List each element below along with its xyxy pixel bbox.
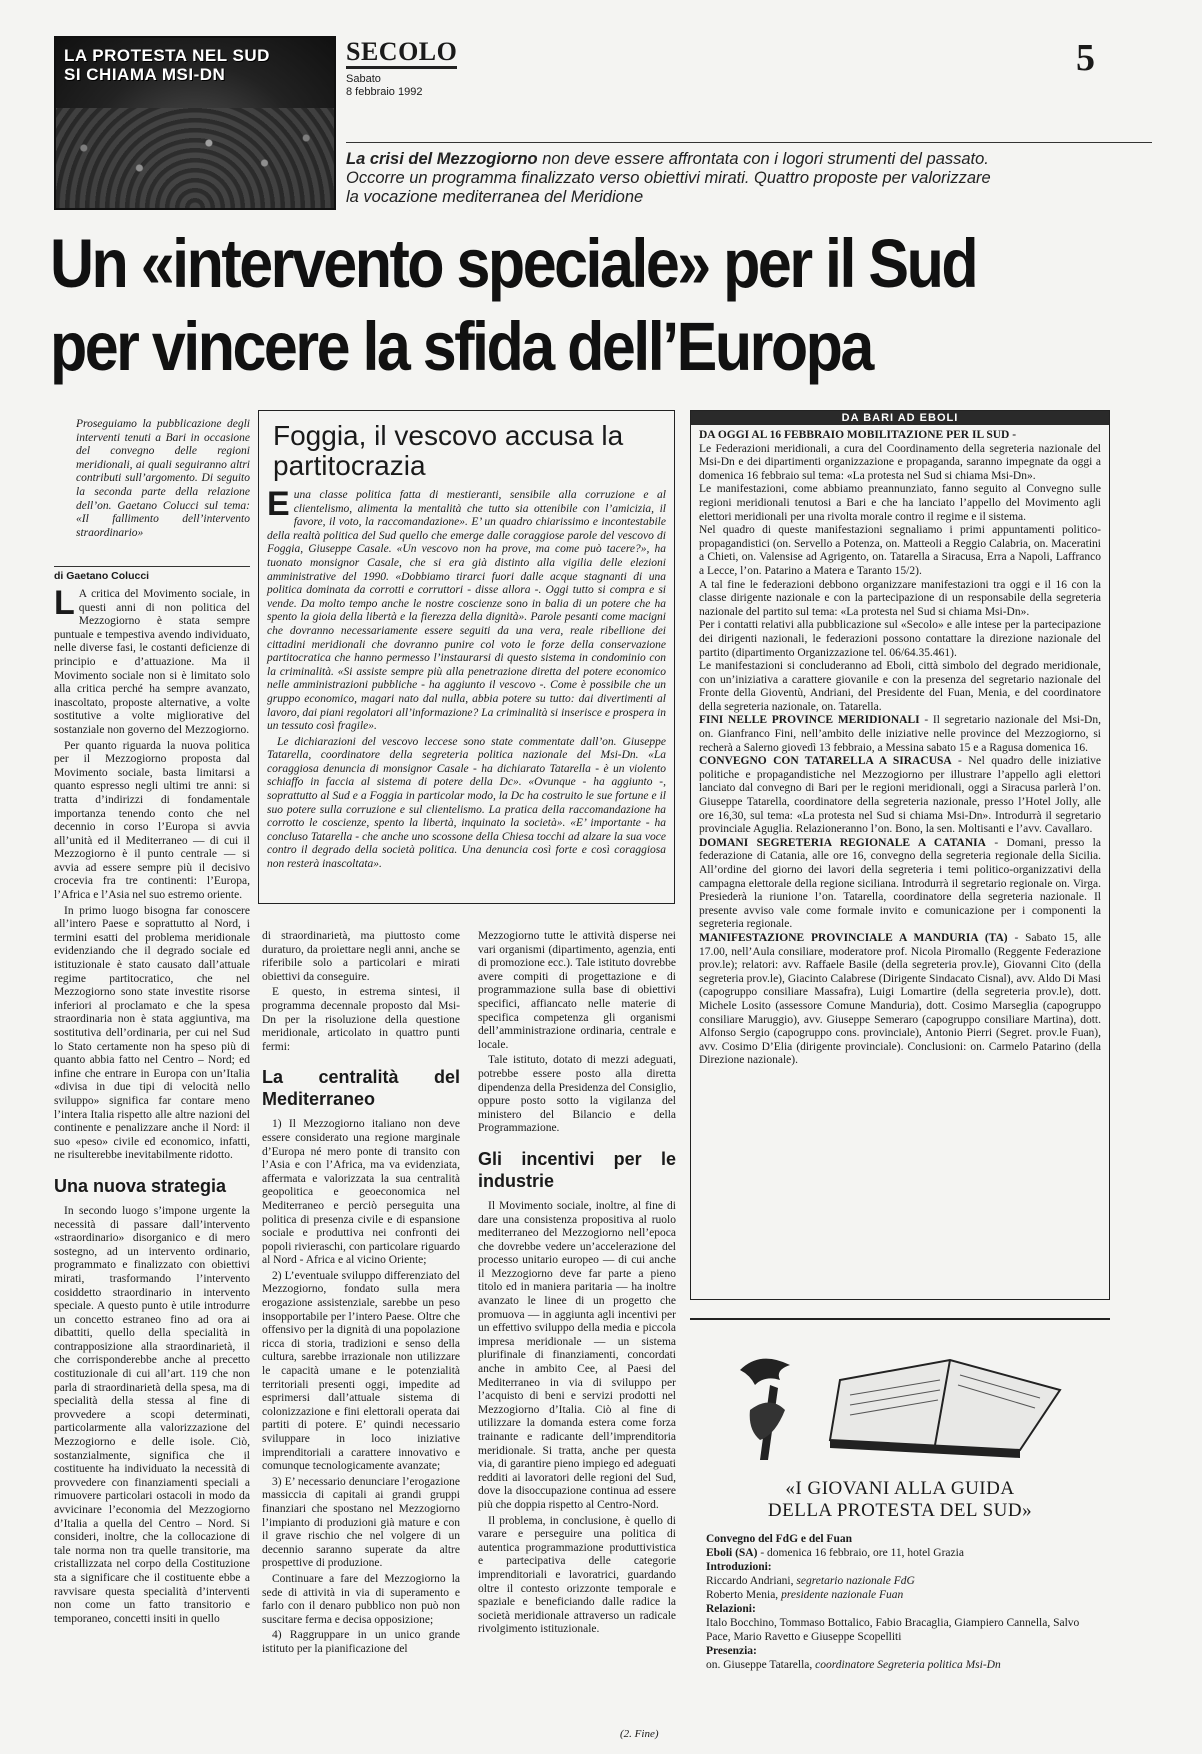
ad-relazioni-label: Relazioni: — [706, 1603, 756, 1615]
photo-caption-line1: LA PROTESTA NEL SUD — [64, 46, 270, 65]
issue-date: 8 febbraio 1992 — [346, 86, 423, 98]
foggia-paragraph: Le dichiarazioni del vescovo leccese sono state commentate dall’on. Giuseppe Tatarella, coordinatore della segreteria politica nazionale del Msi-Dn. «La coraggiosa denuncia di monsignor Casale - ha dichiarato Tatarella - è un violento schiaffo in faccia al sistema di potere della Dc». «Ovunque - ha aggiunto -, soprattutto al Sud e a Foggia in particolar modo, la Dc ha costruito le sue fortune e il suo potere sulla corruzione e sul clientelismo. La pratica della raccomandazione ha corrotto le coscienze, spento la libertà, inquinato la società». «E’ importante - ha concluso Tatarella - che anche uno scossone della Chiesa tocchi ad alzare la sua voce contro il degrado della società politica. Una denuncia così forte e così coraggiosa non resterà inascoltata». — [267, 735, 666, 871]
lead-text: non deve essere affrontata con i logori strumenti del passato. Occorre un programma finalizzato verso obiettivi mirati. Quattro proposte per valorizzare la vocazione mediterranea del Meridione — [346, 150, 991, 206]
foggia-sidebar-box — [258, 410, 675, 904]
notice-heading: CONVEGNO CON TATARELLA A SIRACUSA — [699, 755, 952, 768]
notice-heading: MANIFESTAZIONE PROVINCIALE A MANDURIA (TA) — [699, 931, 1008, 944]
ad-speaker-role: presidente nazionale Fuan — [781, 1589, 904, 1601]
col4-paragraph: Mezzogiorno tutte le attività disperse nei vari organismi (dipartimento, agenzia, enti di promozione ecc.). Tale istituto dovrebbe avere compiti di progettazione e di programmazione sulla base di obiettivi specifici, affiancato nelle materie di specifica competenza gli organismi dell’amministrazione ordinaria, centrale e locale. — [478, 930, 676, 1051]
col3-paragraph: 3) E’ necessario denunciare l’erogazione massiccia di capitali ai grandi gruppi finanziari che spostano nel Mezzogiorno l’impianto di produzioni già mature e con il grave rischio che nel volgere di un decennio saranno superate da altre prospettive di produzione. — [262, 1475, 460, 1570]
col4-paragraph: Tale istituto, dotato di mezzi adeguati, potrebbe essere posto alla diretta dipendenza della Presidenza del Consiglio, oppure posto sotto la vigilanza del ministero del Bilancio e della Programmazione. — [478, 1054, 676, 1135]
subhead-centralita: La centralità del Mediterraneo — [262, 1067, 460, 1110]
article-intro: Proseguiamo la pubblicazione degli interventi tenuti a Bari in occasione del convegno delle regioni meridionali, ai quali seguiranno altri contributi sull’argomento. Di seguito la seconda parte della relazione dell’on. Gaetano Colucci sul tema: «Il fallimento dell’intervento straordinario» — [76, 418, 250, 539]
col4-paragraph: Il Movimento sociale, inoltre, al fine di dare una consistenza propositiva al ruolo mediterraneo del Mezzogiorno nell’epoca che dovrebbe vedere un’accelerazione del processo unitario europeo — di cui anche il Mezzogiorno deve far parte a pieno titolo ed in maniera paritaria — ha inoltre avanzato le linee di un progetto che promuova — in aggiunta agli incentivi per un effettivo sviluppo della media e piccola impresa meridionale — un sistema plurifinale di finanziamenti, concordati anche in ambito Cee, al Paesi del Mediterraneo in via di sviluppo per l’acquisto di beni e servizi prodotti nel Mezzogiorno d’Italia. Ciò al fine di utilizzare la domanda estera come forza trainante e radicante dell’imprenditoria meridionale. Si tratta, anche per questa via, di garantire pieno impiego ed adeguati redditi ai lavoratori delle regioni del Sud, dove la disoccupazione continua ad essere più che doppia rispetto al Centro-Nord. — [478, 1199, 676, 1511]
notice-text: A tal fine le federazioni debbono organizzare manifestazioni tra oggi e il 16 con la classe dirigente nazionale e con la partecipazione di un responsabile della segreteria nazionale del partito sul tema: «La protesta nel Sud si chiama Msi-Dn». — [699, 578, 1101, 618]
notice-text: - Domani, presso la federazione di Catania, alle ore 16, convegno della segreteria regionale della Sicilia. All’ordine del giorno dei lavori della segreteria i temi politico-organizzativi della campagna elettorale della regione siciliana. Introdurrà il segretario regionale on. Virga. Presiederà la riunione l’on. Tatarella, coordinatore della segreteria nazionale. Il presente avviso vale come formale invito e comunicazione per i componenti la segreteria regionale. — [699, 836, 1101, 931]
ad-place: Eboli (SA) — [706, 1547, 758, 1559]
torch-and-book-illustration — [720, 1340, 1080, 1470]
ad-presenzia-label: Presenzia: — [706, 1645, 757, 1657]
ad-speaker: Riccardo Andriani, — [706, 1575, 797, 1587]
notice-heading: DA OGGI AL 16 FEBBRAIO MOBILITAZIONE PER IL SUD - — [699, 429, 1017, 441]
headline-line2: per vincere la sfida dell’Europa — [50, 308, 872, 385]
col4-paragraph: Il problema, in conclusione, è quello di varare e perseguire una politica di autentica programmazione produttivistica e partecipativa delle categorie imprenditoriali e lavoratrici, guardando oltre il contesto orizzonte temporale e spaziale e beneficiando dalle radice la società meridionale attraverso un radicale rivolgimento istituzionale. — [478, 1514, 676, 1636]
ad-when: - domenica 16 febbraio, ore 11, hotel Grazia — [757, 1547, 964, 1559]
col3-paragraph: di straordinarietà, ma piuttosto come duraturo, da proiettare negli anni, anche se riferibile solo a particolari e mirati obiettivi da conseguire. — [262, 930, 460, 983]
col1-paragraph: In secondo luogo s’impone urgente la necessità di passare dall’intervento «straordinario» disorganico e di mero sostegno, ad un intervento ordinario, programmato e finalizzato con obiettivi mirati, trasformando l’intervento cosiddetto straordinario in intervento speciale. A questo punto è utile introdurre un concetto estraneo fino ad ora ai dibattiti, quello della specialità in contrapposizione alla straordinarietà, il che corrisponderebbe anche al precetto costituzionale di cui all’art. 119 che non parla di straordinarietà della spesa, ma di specialità della stessa al fine di provvedere a scopi determinati, particolarmente alla valorizzazione del Mezzogiorno e delle isole. Ciò, sostanzialmente, significa che il costituente ha individuato la necessità di provvedere con finanziamenti speciali a rimuovere particolari ostacoli in modo da avvicinare l’economia del Mezzogiorno d’Italia a quella del Centro – Nord. Si consideri, inoltre, che la collocazione di tale norma non tra quelle transitorie, ma cristallizzata nel corpo della Costituzione sta a significare che il costituente ebbe a ravvisare questa specialità d’interventi non come un fatto transitorio e temporaneo, concetti insiti in quello — [54, 1204, 250, 1625]
notice-text: Le Federazioni meridionali, a cura del Coordinamento della segreteria nazionale del Msi-Dn e dei dipartimenti organizzazione e propaganda, saranno impegnate da oggi a domenica 16 febbraio sul tema: «La protesta nel Sud si chiama Msi-Dn». — [699, 442, 1101, 482]
rally-photo — [54, 36, 336, 210]
ad-speaker-role: segretario nazionale FdG — [796, 1575, 915, 1587]
col1-paragraph: In primo luogo bisogna far conoscere all’intero Paese e soprattutto al Nord, i termini esatti del problema meridionale evidenziando che il degrado sociale ed istituzionale è stato causato dall’attuale regime partitocratico, che nel Mezzogiorno sono state investite risorse inferiori al proclamato e che la spesa straordinaria non è stata aggiuntiva, ma sostitutiva dell’ordinaria, per cui nel Sud lo Stato certamente non ha speso più di quanto abbia fatto nel Centro – Nord; ed infine che entrare in Europa con un’Italia «divisa in due tipi di velocità nello sviluppo» significa far contare meno l’intera Italia rispetto alle altre nazioni del continente e penalizzare anche il Nord: il suo «peso» civile ed economico, infatti, ne risulterebbe inevitabilmente ridotto. — [54, 904, 250, 1162]
photo-caption-line2: SI CHIAMA MSI-DN — [64, 65, 226, 84]
notice-heading: FINI NELLE PROVINCE MERIDIONALI — [699, 714, 920, 727]
ad-details — [706, 1532, 1106, 1672]
lead-emphasis: La crisi del Mezzogiorno — [346, 150, 538, 168]
issue-day: Sabato — [346, 73, 381, 85]
column-4 — [478, 930, 676, 1639]
torch-icon — [740, 1359, 790, 1460]
foggia-body — [267, 485, 666, 872]
foggia-paragraph: una classe politica fatta di mestieranti, sensibile alla corruzione e al clientelismo, alimenta la mentalità che tutto sia ottenibile con l’amicizia, il favore, il voto, la raccomandazione». E’ un quadro chiarissimo e incontestabile della realtà politica del Sud quello che emerge dalle coraggiose parole del vescovo di Foggia, Giuseppe Casale. «Un vescovo non ha prove, ma come può tacere?», ha tuonato monsignor Casale, che si era già distinto alla vigilia delle elezioni amministrative del 1990. «Dobbiamo tirarci fuori dalle acque stagnanti di una politica dominata da corrotti e corruttori - disse allora -. Oggi tutto si compra e si vende. Da molto tempo anche le nostre coscienze sono in balia di un potere che ha spento la gioia della libertà e la fierezza della dignità». Parole pesanti come macigni che dovranno necessariamente essere seguiti da una vera, reale ribellione dei cittadini meridionali che dovranno punire col voto le forze della conservazione partitocratica che hanno permesso l’instaurarsi di questo sistema in condominio con la criminalità. «Si assiste sempre più alla penetrazione diretta del potere economico nelle amministrazioni pubbliche - ha aggiunto il vescovo -. Come è possibile che un gruppo economico, magari nato dal nulla, abbia potere su tutto: dai divertimenti al lavoro, dai piani regolatori all’informazione? La criminalità si inserisce e prospera in un tessuto così fragile». — [267, 489, 666, 733]
notice-text: Nel quadro di queste manifestazioni segnaliamo i primi appuntamenti politico-propagandistici (on. Servello a Potenza, on. Matteoli a Reggio Calabria, on. Maceratini a Chieti, on. Valensise ad Agrigento, on. Tatarella a Siracusa, Erra a Napoli, Laffranco a Lecce, l’on. Patarino a Matera e Taranto 15/2). — [699, 524, 1101, 577]
ad-relatori: Italo Bocchino, Tommaso Bottalico, Fabio Bracaglia, Giampiero Cannella, Salvo Pace, Mario Ravetto e Giuseppe Scopelliti — [706, 1617, 1080, 1643]
col3-paragraph: E questo, in estrema sintesi, il programma decennale proposto dal Msi-Dn per la risoluzione della questione meridionale, articolato in quattro punti fermi: — [262, 986, 460, 1053]
masthead — [346, 38, 457, 99]
ad-title-line1: «I GIOVANI ALLA GUIDA — [785, 1478, 1015, 1499]
notice-text: - Nel quadro delle iniziative politiche e propagandistiche nel Mezzogiorno per illustrare l’appello agli elettori lanciato dal convegno di Bari per le regioni meridionali, oggi a Siracusa parlerà l’on. Giuseppe Tatarella, coordinatore della segreteria nazionale, presso l’Hotel Jolly, alle ore 16,30, sul tema: «La protesta nel Sud si chiama Msi-Dn». Introdurrà il segretario provinciale Aguglia. Relazioneranno l’on. Bono, la sen. Moltisanti e l’avv. Cavallaro. — [699, 755, 1101, 836]
notice-text: Per i contatti relativi alla pubblicazione sul «Secolo» e alle intese per la partecipazione dei dirigenti nazionali, le federazioni possono contattare la direzione nazionale del partito (dipartimento Organizzazione tel. 06/64.35.461). — [699, 619, 1101, 659]
page-number: 5 — [1076, 37, 1095, 79]
ad-speaker: on. Giuseppe Tatarella, — [706, 1659, 816, 1671]
article-end-marker: (2. Fine) — [620, 1728, 659, 1740]
lead-paragraph — [346, 150, 996, 207]
subhead-nuova-strategia: Una nuova strategia — [54, 1175, 227, 1196]
notice-heading: DOMANI SEGRETERIA REGIONALE A CATANIA — [699, 836, 986, 849]
photo-caption — [64, 46, 326, 84]
byline: di Gaetano Colucci — [54, 566, 250, 582]
ad-title — [700, 1478, 1100, 1522]
ad-title-line2: DELLA PROTESTA DEL SUD» — [767, 1500, 1033, 1521]
box-body — [691, 425, 1109, 1072]
col1-paragraph: A critica del Movimento sociale, in questi anni di non politica del Mezzogiorno è stata sempre puntuale e tempestiva avendo individuato, nelle diverse fasi, le costanti deficienze di principio e d’attuazione. Ma il Movimento sociale non si è limitato solo alla critica perché ha sempre avanzato, inascoltato, proposte alternative, a volte sostitutive a volte migliorative del sostanziale non governo del Mezzogiorno. — [54, 588, 250, 736]
notice-text: - Il segretario nazionale del Msi-Dn, on. Gianfranco Fini, nell’ambito delle iniziative nelle province del Mezzogiorno, si recherà a Salerno giovedì 13 febbraio, a Messina sabato 15 e a Ragusa domenica 16. — [699, 714, 1101, 754]
ad-organizer: Convegno del FdG e del Fuan — [706, 1533, 853, 1545]
paper-name: SECOLO — [346, 38, 457, 69]
foggia-title: Foggia, il vescovo accusa la partitocrazia — [273, 420, 624, 481]
col3-paragraph: Continuare a fare del Mezzogiorno la sede di attività in via di superamento e farlo con il denaro pubblico non può non suscitare ferma e decisa opposizione; — [262, 1572, 460, 1626]
main-headline — [50, 222, 1160, 388]
col3-paragraph: 1) Il Mezzogiorno italiano non deve essere considerato una regione marginale d’Europa né mero ponte di transito con l’Asia e con l’Africa, ma va evidenziata, affermata e valorizzata la sua centralità geopolitica e geoeconomica nel Mediterraneo e perciò perseguita una politica di presenza civile e di espansione sociale e produttiva nei confronti dei popoli rivieraschi, con particolare riguardo al Nord - Africa e al vicino Oriente; — [262, 1118, 460, 1267]
col3-paragraph: 4) Raggruppare in un unico grande istituto per la pianificazione del — [262, 1629, 460, 1655]
da-bari-ad-eboli-box — [690, 410, 1110, 1300]
dropcap: L — [54, 584, 75, 622]
column-1 — [54, 584, 250, 1628]
column-3 — [262, 930, 460, 1659]
box-band-title: DA BARI AD EBOLI — [691, 411, 1109, 425]
ad-speaker: Roberto Menia, — [706, 1589, 782, 1601]
notice-text: - Sabato 15, alle 17.00, nell’Aula consiliare, moderatore prof. Nicola Piromallo (Reggente Federazione prov.le); relatori: avv. Raffaele Basile (della segreteria prov.le), Giovanni Cito (della segreteria prov.le), Giacinto Calabrese (Dirigente Sindacato Cisnal), avv. Aldo Di Masi (capogruppo consiliare Massafra), Luigi Lomartire (della segreteria prov.le), dott. Michele Losito (assessore Comune Manduria), dott. Cosimo Marseglia (capogruppo consiliare Maruggio), avv. Giuseppe Semeraro (capogruppo consiliare Martina), dott. Alfonso Sergio (capogruppo cons. provinciale), Antonio Pierri (Segret. prov.le Fuan), avv. Cosimo D’Elia (dirigente provinciale). Conclusioni: on. Carmelo Patarino (della Direzione nazionale). — [699, 931, 1101, 1067]
notice-text: Le manifestazioni si concluderanno ad Eboli, città simbolo del degrado meridionale, con un’iniziativa a carattere giovanile e con la presenza del segretario nazionale del Fronte della Gioventù, Andriani, del Presidente del Fuan, Menia, e del coordinatore della segreteria nazionale, on. Tatarella. — [699, 660, 1101, 713]
book-icon — [830, 1360, 1060, 1458]
dropcap: E — [267, 485, 290, 523]
notice-text: Le manifestazioni, come abbiamo preannunziato, fanno seguito al Convegno sulle regioni meridionali tenutosi a Bari e che ha lanciato l’appello del Movimento agli elettori meridionali per una rivolta morale contro il regime e il sistema. — [699, 483, 1101, 523]
headline-line1: Un «intervento speciale» per il Sud — [50, 225, 977, 302]
top-rule — [346, 142, 1152, 143]
ad-speaker-role: coordinatore Segreteria politica Msi-Dn — [815, 1659, 1001, 1671]
crowd-image — [56, 108, 334, 208]
col1-paragraph: Per quanto riguarda la nuova politica per il Mezzogiorno proposta dal Movimento sociale, basta limitarsi a quanto espresso negli ultimi tre anni: si tratta d’indirizzi di fondamentale importanza tenendo conto che nel decennio in corso l’Europa si avvia all’unità ed il Mediterraneo — di cui il Mezzogiorno è il punto centrale — si avvia ad essere sempre più il decisivo crocevia fra tre continenti: l’Europa, l’Africa e l’Asia nel suo estremo oriente. — [54, 739, 250, 902]
ad-intro-label: Introduzioni: — [706, 1561, 772, 1573]
subhead-incentivi: Gli incentivi per le industrie — [478, 1148, 676, 1191]
col3-paragraph: 2) L’eventuale sviluppo differenziato del Mezzogiorno, fondato sulla mera erogazione assistenziale, sarebbe un peso insopportabile per l’intero Paese. Oltre che offensivo per la dignità di una popolazione ricca di storia, tradizioni e senso della cultura, sarebbe irrazionale non utilizzare le capacità umane e le potenzialità territoriali presenti oggi, impedite ad esprimersi dall’attuale sistema di colonizzazione e fini elettorali operata dai partiti di potere. E’ quindi necessario sviluppare in loco iniziative imprenditoriali a carattere innovativo e comunque tecnologicamente avanzate; — [262, 1269, 460, 1473]
